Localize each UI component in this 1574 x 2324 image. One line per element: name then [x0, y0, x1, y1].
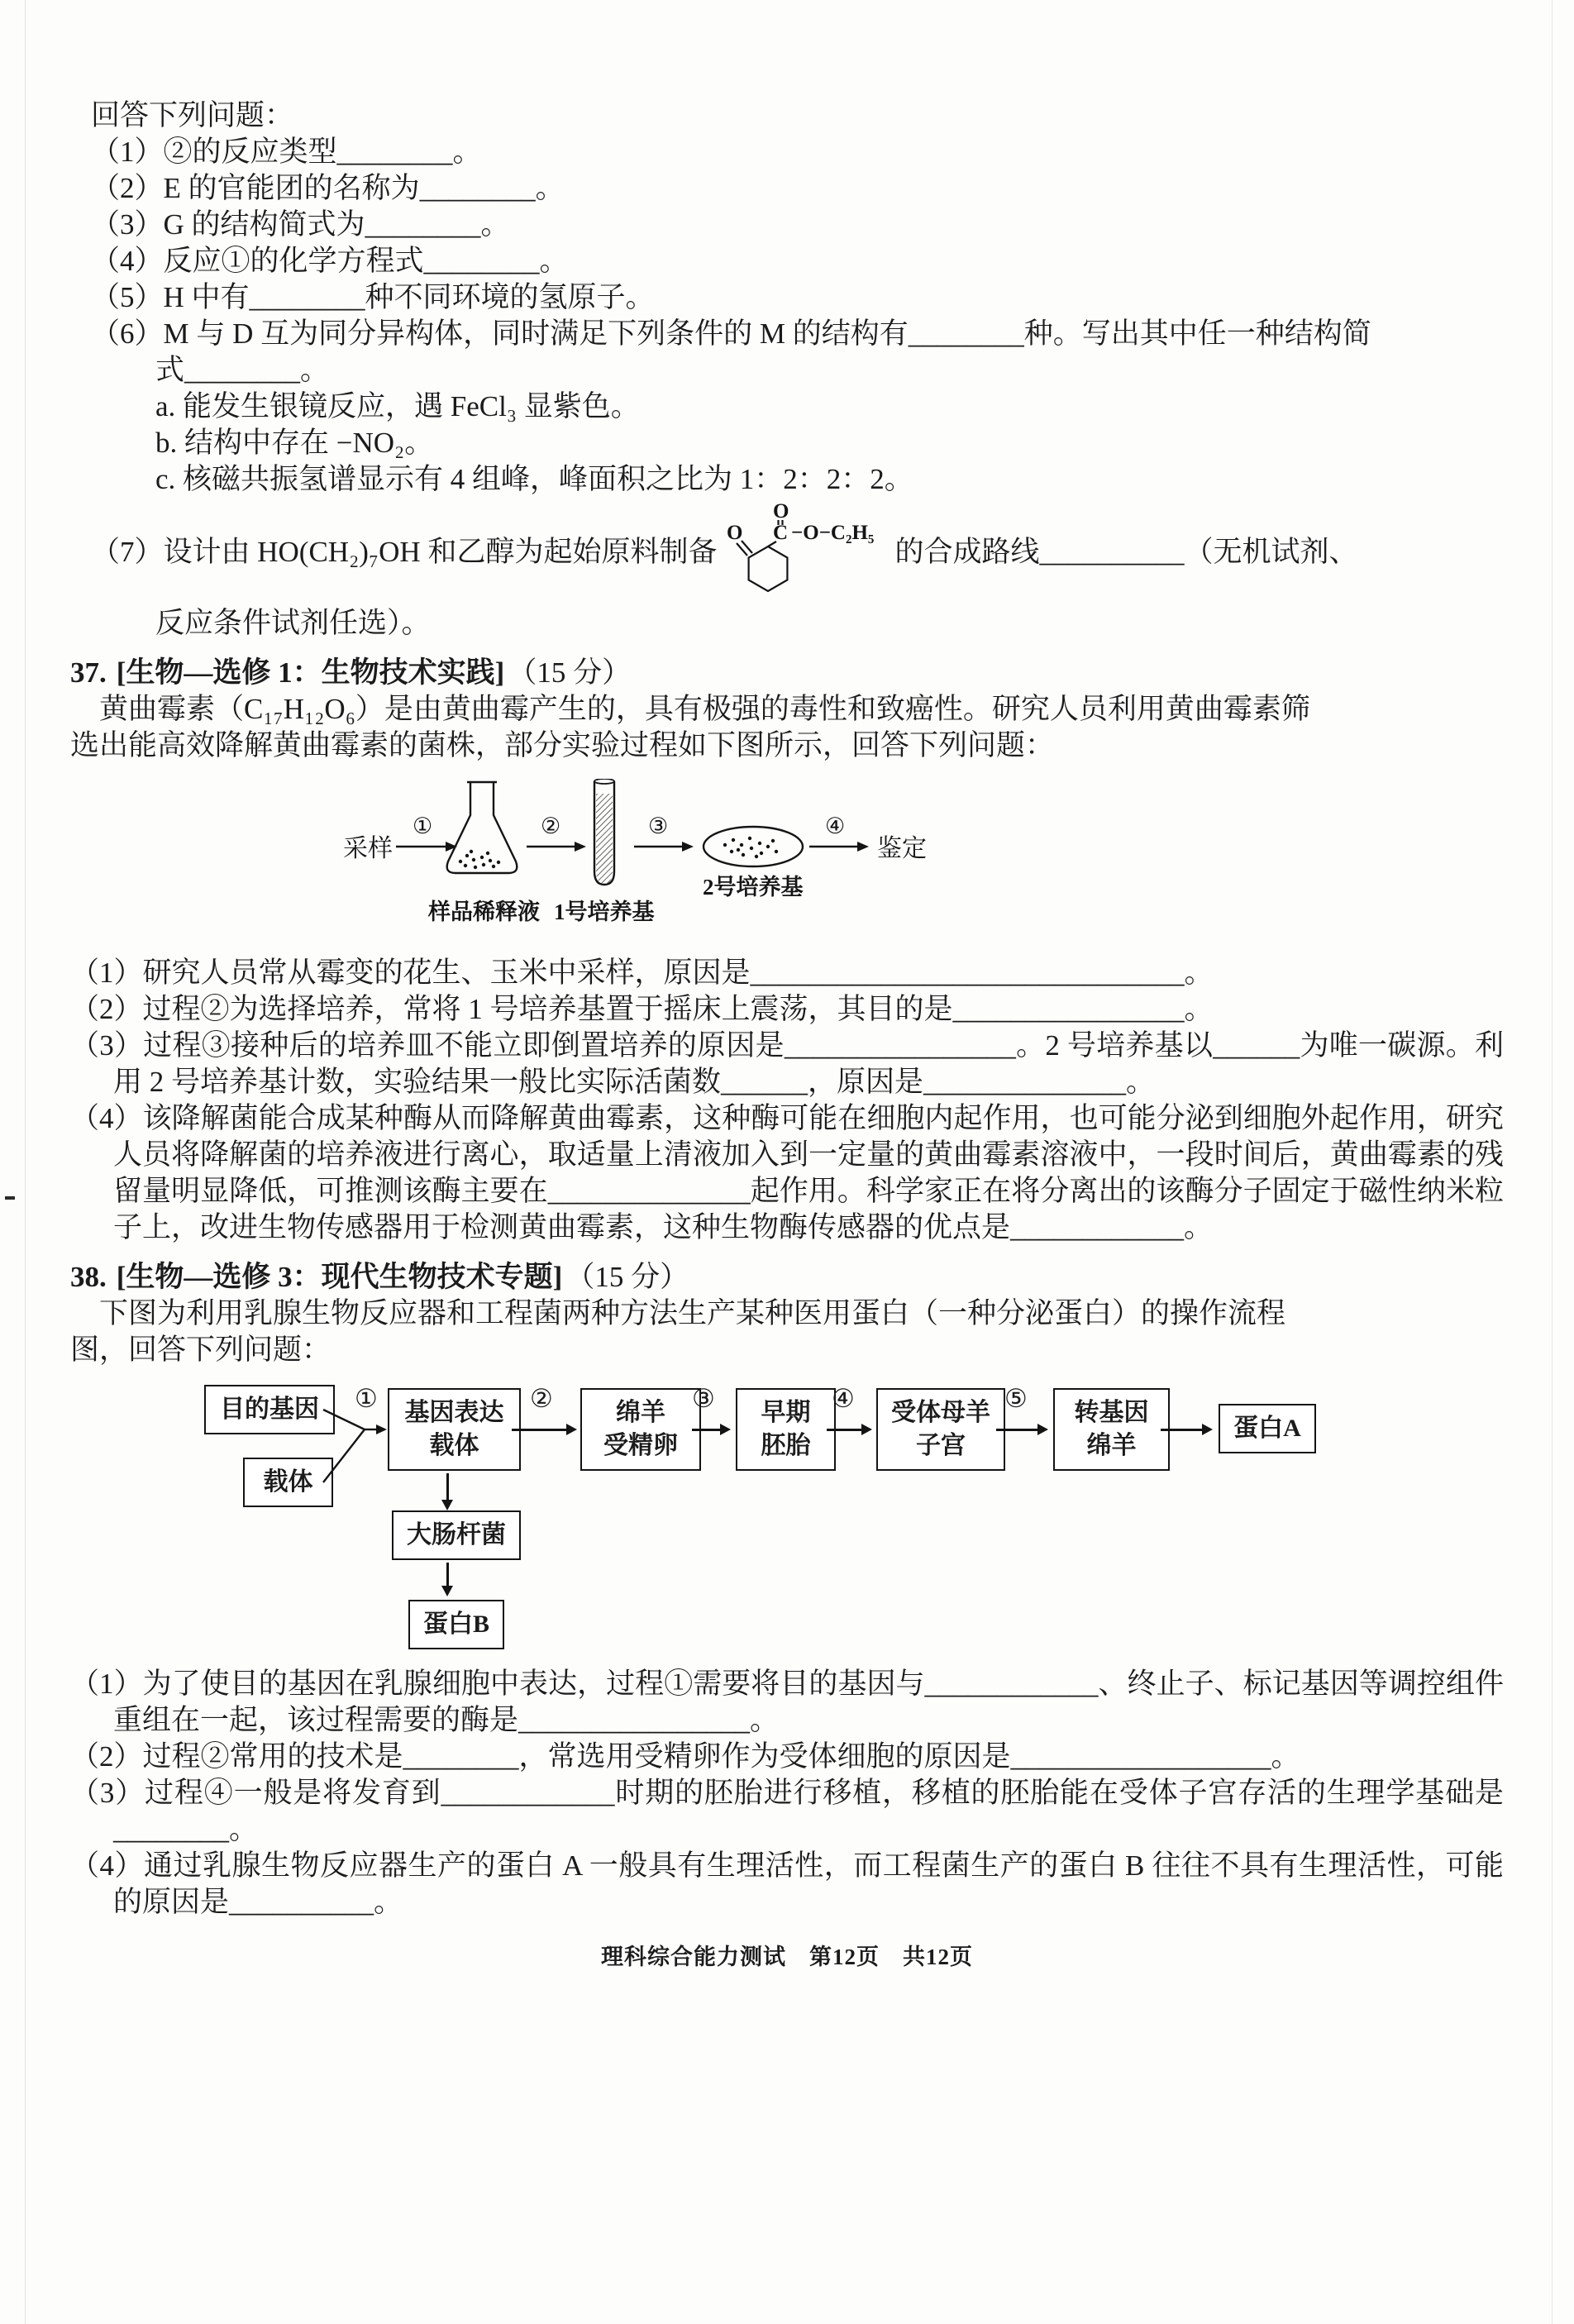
chem-q7-text-pre: （7）设计由 HO(CH₂)₇OH 和乙醇为起始原料制备 [91, 536, 718, 568]
flow-box-label: 大肠杆菌 [407, 1521, 506, 1549]
question-37-item-3: （3）过程③接种后的培养皿不能立即倒置培养的原因是________________。2 号培养基以______为唯一碳源。利用 2 号培养基计数，实验结果一般比实际活菌数______，原因是______________。 [70, 1029, 1504, 1098]
question-37-item-4: （4）该降解菌能合成某种酶从而降解黄曲霉素，这种酶可能在细胞内起作用，也可能分泌到细胞外起作用，研究人员将降解菌的培养液进行离心，取适量上清液加入到一定量的黄曲霉素溶液中，一段时间后，黄曲霉素的残留量明显降低，可推测该酶主要在______________起作用。科学家正在将分离出的该酶分子固定于磁性纳米粒子上，改进生物传感器用于检测黄曲霉素，这种生物酶传感器的优点是____________。 [70, 1102, 1504, 1243]
flow-box-label: 受体母羊 [891, 1399, 990, 1426]
chem-intro: 回答下列问题： [91, 99, 294, 131]
flow-box-label: 子宫 [916, 1432, 966, 1459]
question-38-paragraph-line1: 下图为利用乳腺生物反应器和工程菌两种方法生产某种医用蛋白（一种分泌蛋白）的操作流程 [99, 1297, 1286, 1329]
diagram-dish-label: 2号培养基 [703, 875, 804, 900]
question-37-title: [生物—选修 1：生物技术实践] [116, 656, 505, 689]
experiment-flow-diagram [343, 779, 1504, 947]
tube-medium-fill [596, 794, 613, 884]
flow-step5-label: ⑤ [1004, 1384, 1028, 1413]
flow-box-fertilized-egg [580, 1388, 701, 1471]
diagram-step1-label: ① [413, 814, 433, 838]
diagram-tube-label: 1号培养基 [554, 900, 655, 924]
chem-q6-conditions [155, 389, 1504, 498]
question-37-item-2: （2）过程②为选择培养，常将 1 号培养基置于摇床上震荡，其目的是________________。 [70, 993, 1214, 1025]
question-38-item-2: （2）过程②常用的技术是________，常选用受精卵作为受体细胞的原因是__________________。 [70, 1740, 1300, 1773]
question-38-item-4: （4）通过乳腺生物反应器生产的蛋白 A 一般具有生理活性，而工程菌生产的蛋白 B 往往不具有生理活性，可能的原因是__________。 [70, 1849, 1504, 1918]
question-38-section [70, 1259, 1504, 1921]
question-37-paragraph-line2: 选出能高效降解黄曲霉素的菌株，部分实验过程如下图所示，回答下列问题： [70, 729, 1055, 761]
flow-box-vector [243, 1458, 333, 1507]
flow-box-label: 绵羊 [616, 1399, 665, 1426]
flow-box-label: 蛋白B [422, 1611, 489, 1638]
flow-box-protein-a [1219, 1404, 1316, 1453]
question-37-section [70, 655, 1504, 1246]
flow-arrow [1161, 1429, 1204, 1431]
flow-step3-label: ③ [692, 1384, 715, 1413]
flow-arrow-down [446, 1473, 449, 1501]
chem-sub-question-6: （6）M 与 D 互为同分异构体，同时满足下列条件的 M 的结构有________种。写出其中任一种结构简 [91, 317, 1371, 350]
flow-box-recipient-uterus [876, 1388, 1005, 1471]
question-38-heading [70, 1259, 1504, 1296]
petri-dish-colony-dots [723, 837, 778, 858]
flow-box-expression-vector [388, 1388, 521, 1471]
flow-box-label: 载体 [263, 1468, 313, 1496]
flow-box-label: 早期 [761, 1399, 811, 1426]
question-38-item-1: （1）为了使目的基因在乳腺细胞中表达，过程①需要将目的基因与____________、终止子、标记基因等调控组件重组在一起，该过程需要的酶是________________。 [70, 1668, 1504, 1736]
structure-carbon: C [773, 522, 789, 544]
page-footer: 理科综合能力测试 第12页 共12页 [601, 1945, 973, 1969]
flow-arrow [827, 1429, 863, 1431]
diagram-step2-label: ② [541, 814, 561, 838]
scan-edge-artifact [25, 0, 26, 2324]
chem-q7-cont: 反应条件试剂任选）。 [155, 607, 431, 639]
question-37-number: 37. [70, 656, 107, 689]
question-37-heading [70, 655, 1504, 691]
chem-sub-question-4: （4）反应①的化学方程式________。 [91, 245, 569, 277]
petri-dish-icon [704, 827, 803, 866]
production-flow-diagram [70, 1378, 1504, 1659]
question-37-paragraph-line1: 黄曲霉素（C₁₇H₁₂O₆）是由黄曲霉产生的，具有极强的毒性和致癌性。研究人员利用黄曲霉素筛 [99, 693, 1310, 725]
chem-sub-question-2: （2）E 的官能团的名称为________。 [91, 172, 565, 204]
flow-step2-label: ② [530, 1384, 553, 1413]
flow-box-protein-b [408, 1600, 504, 1649]
flow-box-transgenic-sheep [1053, 1388, 1170, 1471]
structure-ester-chain: −O−C₂H₅ [791, 522, 875, 544]
chem-q7-text-post: 的合成路线__________（无机试剂、 [894, 536, 1358, 568]
flask-sample-dots [459, 850, 500, 869]
flow-arrow [692, 1429, 722, 1431]
flow-box-label: 蛋白A [1233, 1415, 1301, 1442]
flow-arrow [996, 1429, 1039, 1431]
flow-box-label: 载体 [429, 1432, 479, 1459]
chem-q6-condition-a: a. 能发生银镜反应，遇 FeCl₃ 显紫色。 [155, 390, 640, 422]
question-37-item-1: （1）研究人员常从霉变的花生、玉米中采样，原因是______________________________。 [70, 957, 1214, 989]
experiment-flow-svg [343, 779, 932, 938]
flow-step1-label: ① [355, 1384, 378, 1413]
flow-box-label: 基因表达 [404, 1399, 504, 1426]
diagram-step3-label: ③ [648, 814, 669, 838]
chemistry-question-section [91, 98, 1504, 642]
ester-structure-formula [725, 501, 886, 604]
flow-box-label: 绵羊 [1086, 1432, 1137, 1459]
diagram-flask-label: 样品稀释液 [428, 900, 540, 924]
chem-sub-question-7 [91, 501, 1504, 604]
question-38-items [70, 1666, 1504, 1921]
flow-box-label: 目的基因 [220, 1396, 319, 1423]
question-37-items [70, 955, 1504, 1246]
scan-edge-artifact [1552, 0, 1553, 2324]
structure-carbonyl-oxygen: O [773, 501, 789, 523]
question-38-title: [生物—选修 3：现代生物技术专题] [116, 1261, 563, 1293]
diagram-step4-label: ④ [825, 814, 846, 838]
diagram-sample-label: 采样 [343, 835, 393, 862]
page-content [70, 98, 1504, 1921]
flow-arrow-down [446, 1563, 449, 1587]
question-38-paragraph-line2: 图，回答下列问题： [70, 1334, 331, 1366]
flask-icon [447, 782, 518, 873]
chem-sub-question-6-cont: 式________。 [155, 354, 330, 386]
flow-box-label: 受精卵 [603, 1432, 678, 1459]
structure-ring-oxygen: O [727, 522, 743, 544]
flow-box-label: 胚胎 [761, 1432, 811, 1459]
flow-box-ecoli [392, 1510, 521, 1560]
flow-box-target-gene [204, 1385, 335, 1434]
flow-box-label: 转基因 [1074, 1399, 1149, 1426]
flow-step4-label: ④ [832, 1384, 855, 1413]
question-38-item-3: （3）过程④一般是将发育到____________时期的胚胎进行移植，移植的胚胎能在受体子宫存活的生理学基础是________。 [70, 1777, 1504, 1845]
scan-mark-artifact [5, 1196, 15, 1200]
question-38-number: 38. [70, 1261, 107, 1293]
chem-q6-condition-b: b. 结构中存在 −NO₂。 [155, 427, 434, 459]
question-38-score: （15 分） [565, 1261, 689, 1293]
flow-arrow [512, 1429, 568, 1431]
chem-sub-question-5: （5）H 中有________种不同环境的氢原子。 [91, 281, 655, 313]
chem-sub-question-1: （1）②的反应类型________。 [91, 136, 482, 168]
chem-sub-question-3: （3）G 的结构简式为________。 [91, 208, 510, 241]
diagram-identify-label: 鉴定 [877, 835, 927, 862]
flow-box-early-embryo [736, 1388, 836, 1471]
chem-q6-condition-c: c. 核磁共振氢谱显示有 4 组峰，峰面积之比为 1：2：2：2。 [155, 463, 913, 495]
question-37-score: （15 分） [508, 656, 632, 689]
